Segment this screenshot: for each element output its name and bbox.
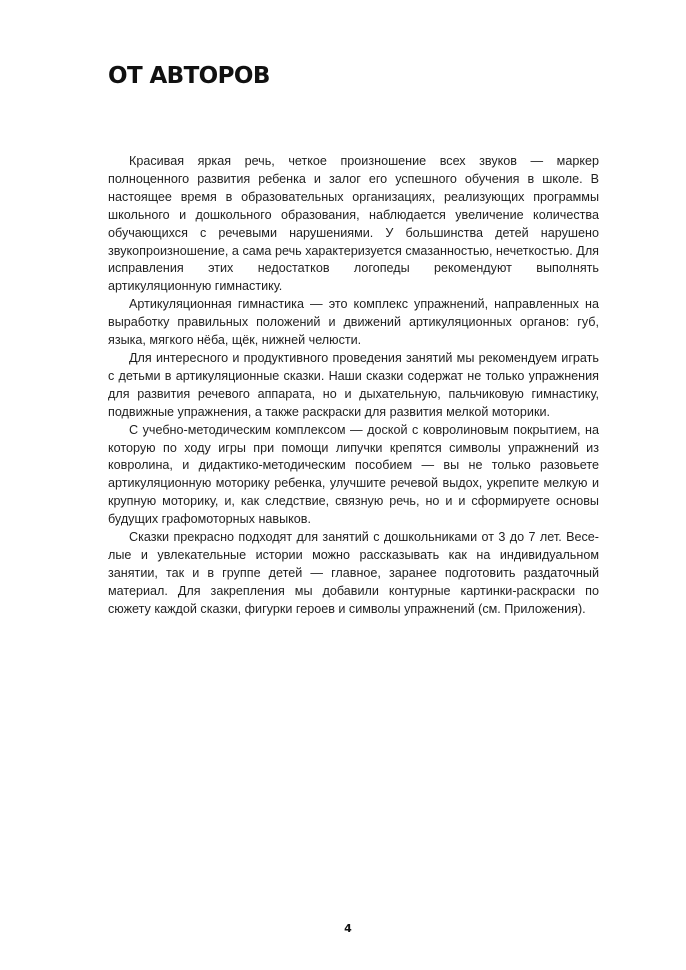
paragraph-3: Для интересного и продуктивного проведения занятий мы рекомендуем играть с детьми в артикуляционные сказки. Наши сказки содержат не только упражнения для развития речевого аппарата, но и дыхательную, пальчиковую гимнастику, подвижные упражнения, а также раскраски для развития мелкой моторики.: [108, 350, 599, 419]
paragraph-1: Красивая яркая речь, четкое произношение всех звуков — маркер полноценного развития ребенка и залог его успешного обучения в школе. В настоящее время в образовательных организациях, реализующих программы школьного и дошкольного образования, наблюдается увеличение количества обучающихся с речевыми нарушениями. У большинства детей нарушено звукопроизношение, а сама речь характеризуется смазанностью, нечеткостью. Для исправления этих недостатков логопеды рекомендуют выполнять артикуляционную гимнастику.: [108, 154, 599, 294]
paragraph-5: Сказки прекрасно подходят для занятий с дошкольниками от 3 до 7 лет. Веселые и увлекательные истории можно рассказывать как на индивидуальном занятии, так и в группе детей — главное, заранее подготовить раздаточный материал. Для закрепления мы добавили контурные картинки-раскраски по сюжету каждой сказки, фигурки героев и символы упражнений (см. Приложения).: [108, 530, 599, 616]
paragraph-2: Артикуляционная гимнастика — это комплекс упражнений, направленных на выработку правильных положений и движений артикуляционных органов: губ, языка, мягкого нёба, щёк, нижней челюсти.: [108, 297, 599, 348]
body-text: [108, 153, 599, 619]
paragraph-4: С учебно-методическим комплексом — доской с ковролиновым покрытием, на которую по ходу игры при помощи липучки крепятся символы упражнений из ковролина, и дидактико-методическим пособием — вы не только разовьете артикуляционную моторику ребенка, улучшите речевой выдох, укрепите мелкую и крупную моторику, и, как следствие, связную речь, но и и сформируете основы будущих графомоторных навыков.: [108, 422, 599, 527]
page-number: 4: [344, 922, 352, 935]
page-title: ОТ АВТОРОВ: [108, 63, 270, 89]
